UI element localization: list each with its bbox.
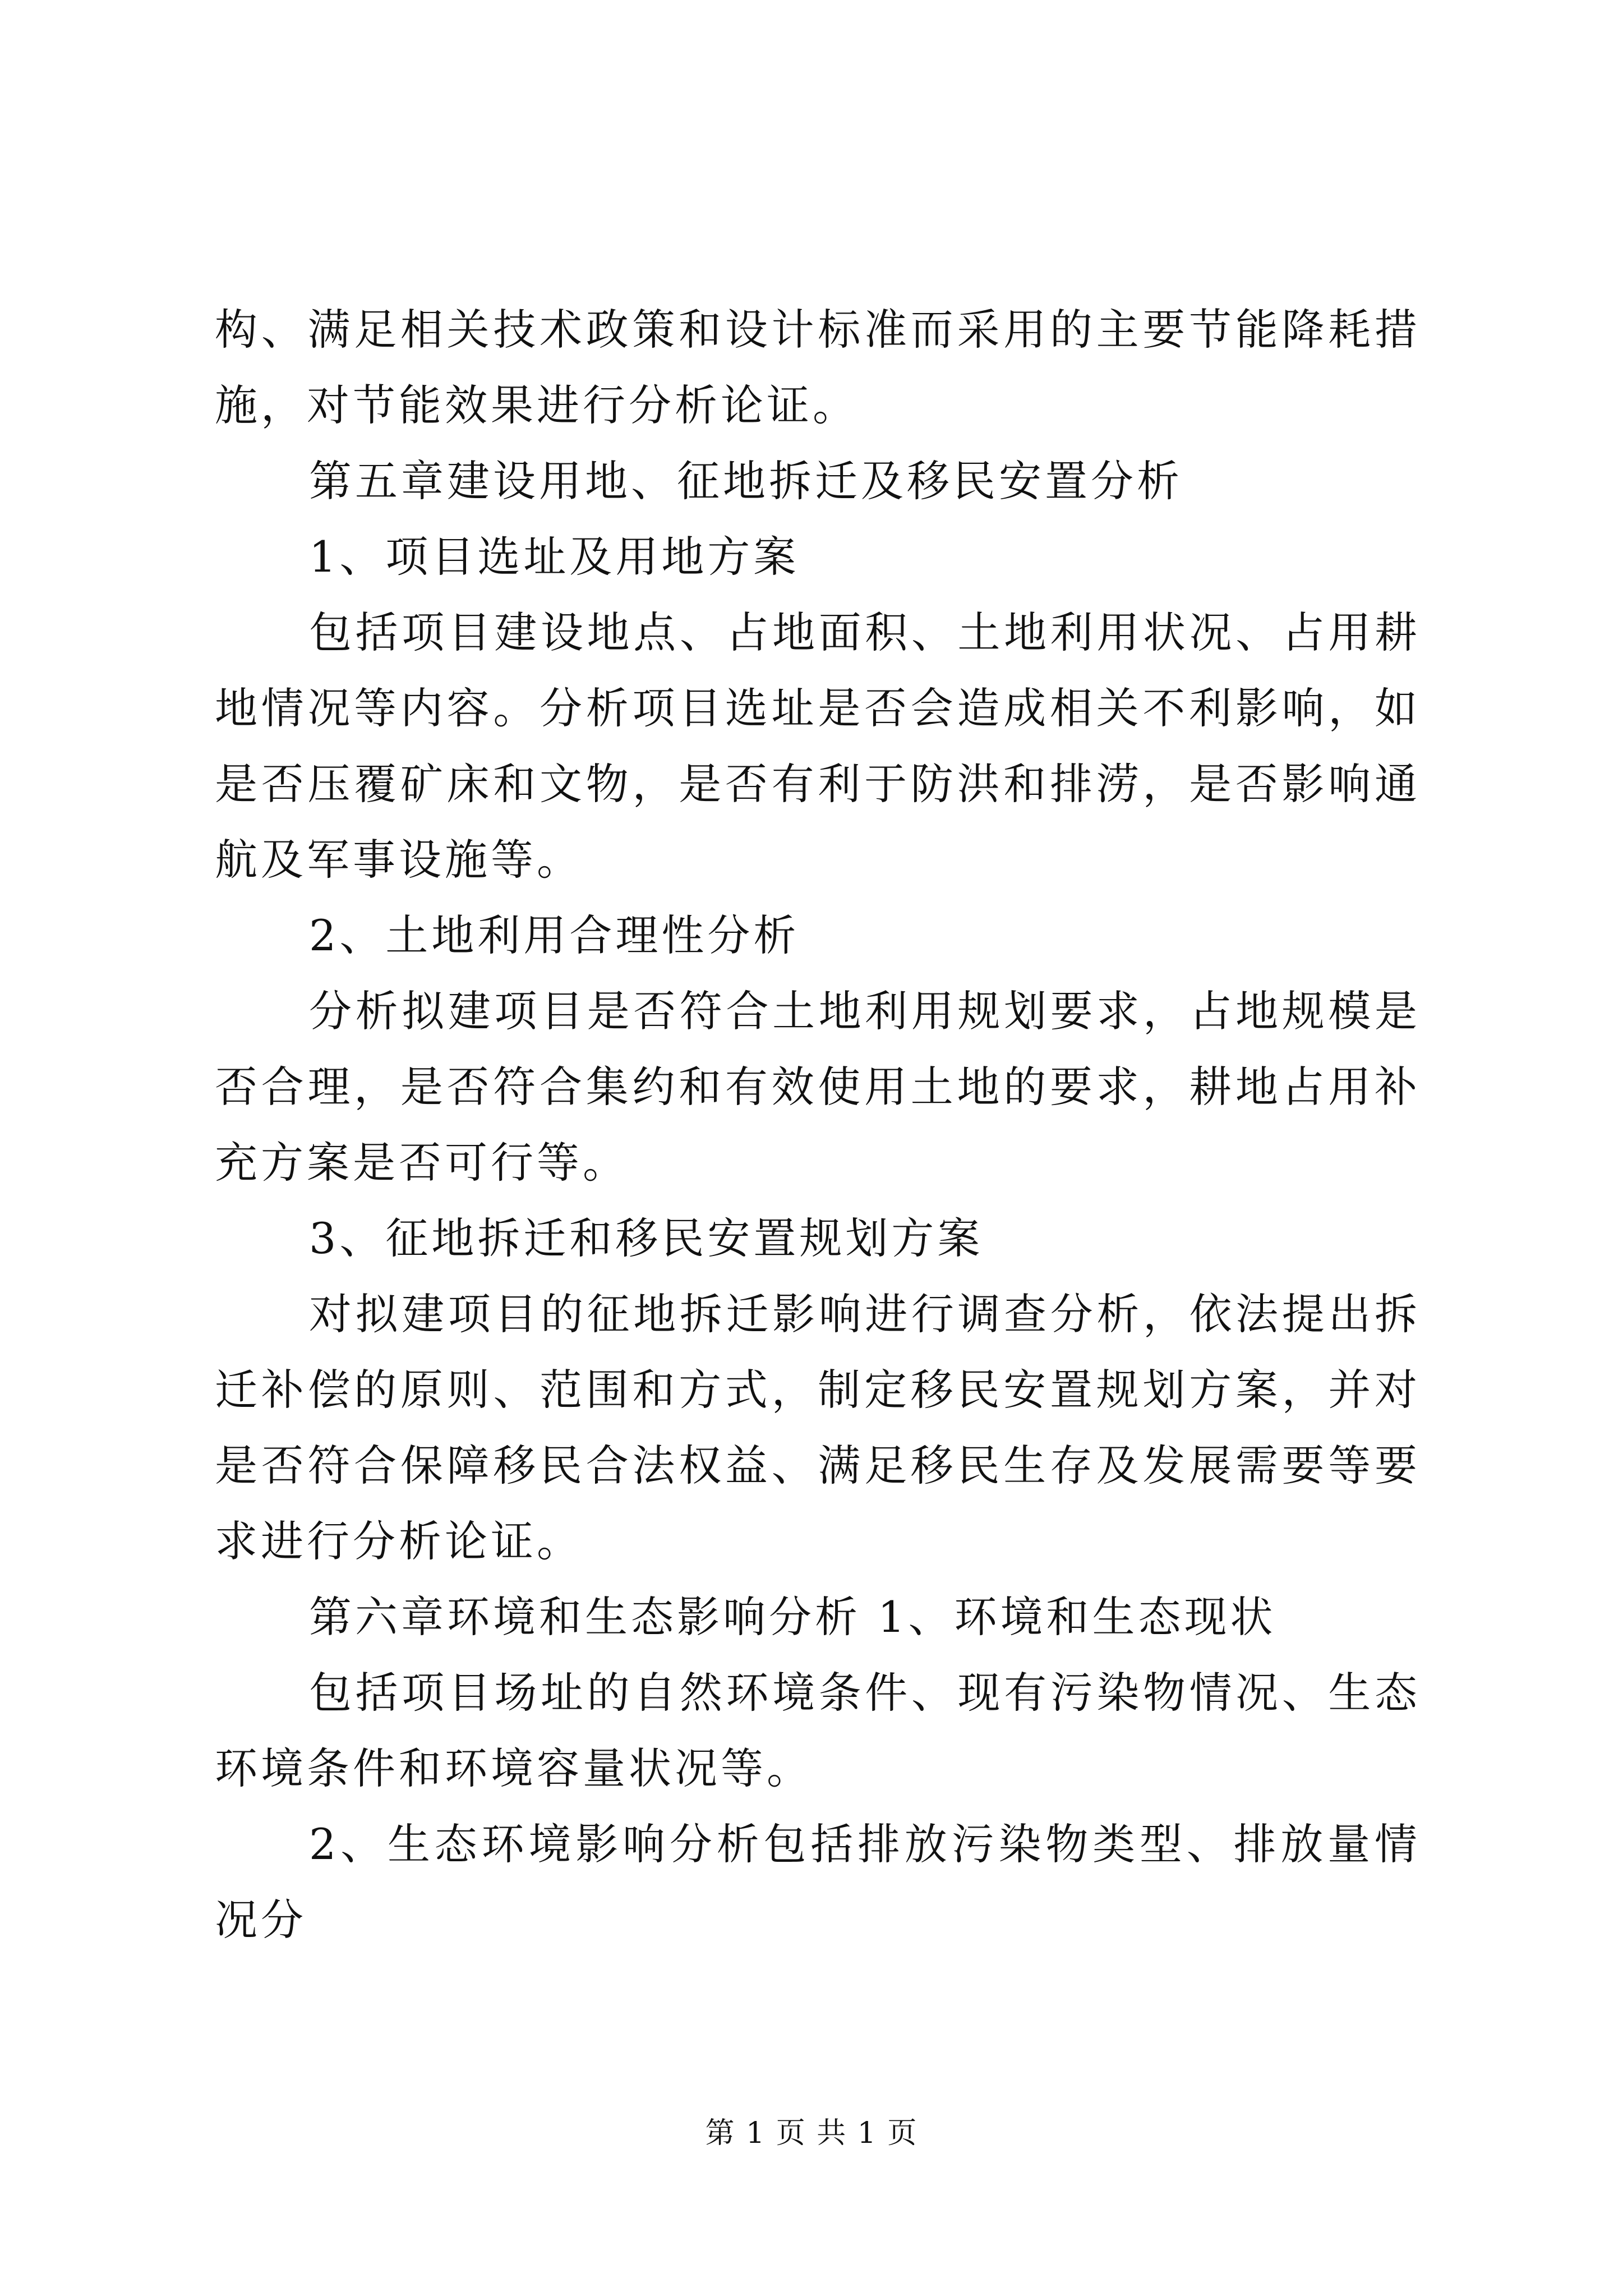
chapter-heading-6: 第六章环境和生态影响分析 1、环境和生态现状 (309, 1592, 1276, 1642)
paragraph-continuation: 构、满足相关技术政策和设计标准而采用的主要节能降耗措施，对节能效果进行分析论证。 (215, 305, 1421, 430)
paragraph-site-selection: 包括项目建设地点、占地面积、土地利用状况、占用耕地情况等内容。分析项目选址是否会造成相关不利影响，如是否压覆矿床和文物，是否有利于防洪和排涝，是否影响通航及军事设施等。 (215, 608, 1421, 885)
page-number-footer: 第 1 页 共 1 页 (705, 2116, 918, 2150)
section-heading-land-use: 2、土地利用合理性分析 (309, 910, 800, 960)
paragraph-relocation: 对拟建项目的征地拆迁影响进行调查分析，依法提出拆迁补偿的原则、范围和方式，制定移民安置规划方案，并对是否符合保障移民合法权益、满足移民生存及发展需要等要求进行分析论证。 (215, 1289, 1421, 1566)
section-heading-site-selection: 1、项目选址及用地方案 (309, 532, 800, 582)
section-heading-relocation: 3、征地拆迁和移民安置规划方案 (309, 1213, 984, 1263)
paragraph-environment-status: 包括项目场址的自然环境条件、现有污染物情况、生态环境条件和环境容量状况等。 (215, 1668, 1421, 1793)
document-body (215, 292, 1421, 1958)
chapter-heading-5: 第五章建设用地、征地拆迁及移民安置分析 (309, 456, 1183, 506)
paragraph-land-use: 分析拟建项目是否符合土地利用规划要求，占地规模是否合理，是否符合集约和有效使用土地的要求，耕地占用补充方案是否可行等。 (215, 986, 1421, 1188)
paragraph-ecological-impact: 2、生态环境影响分析包括排放污染物类型、排放量情况分 (215, 1819, 1421, 1945)
